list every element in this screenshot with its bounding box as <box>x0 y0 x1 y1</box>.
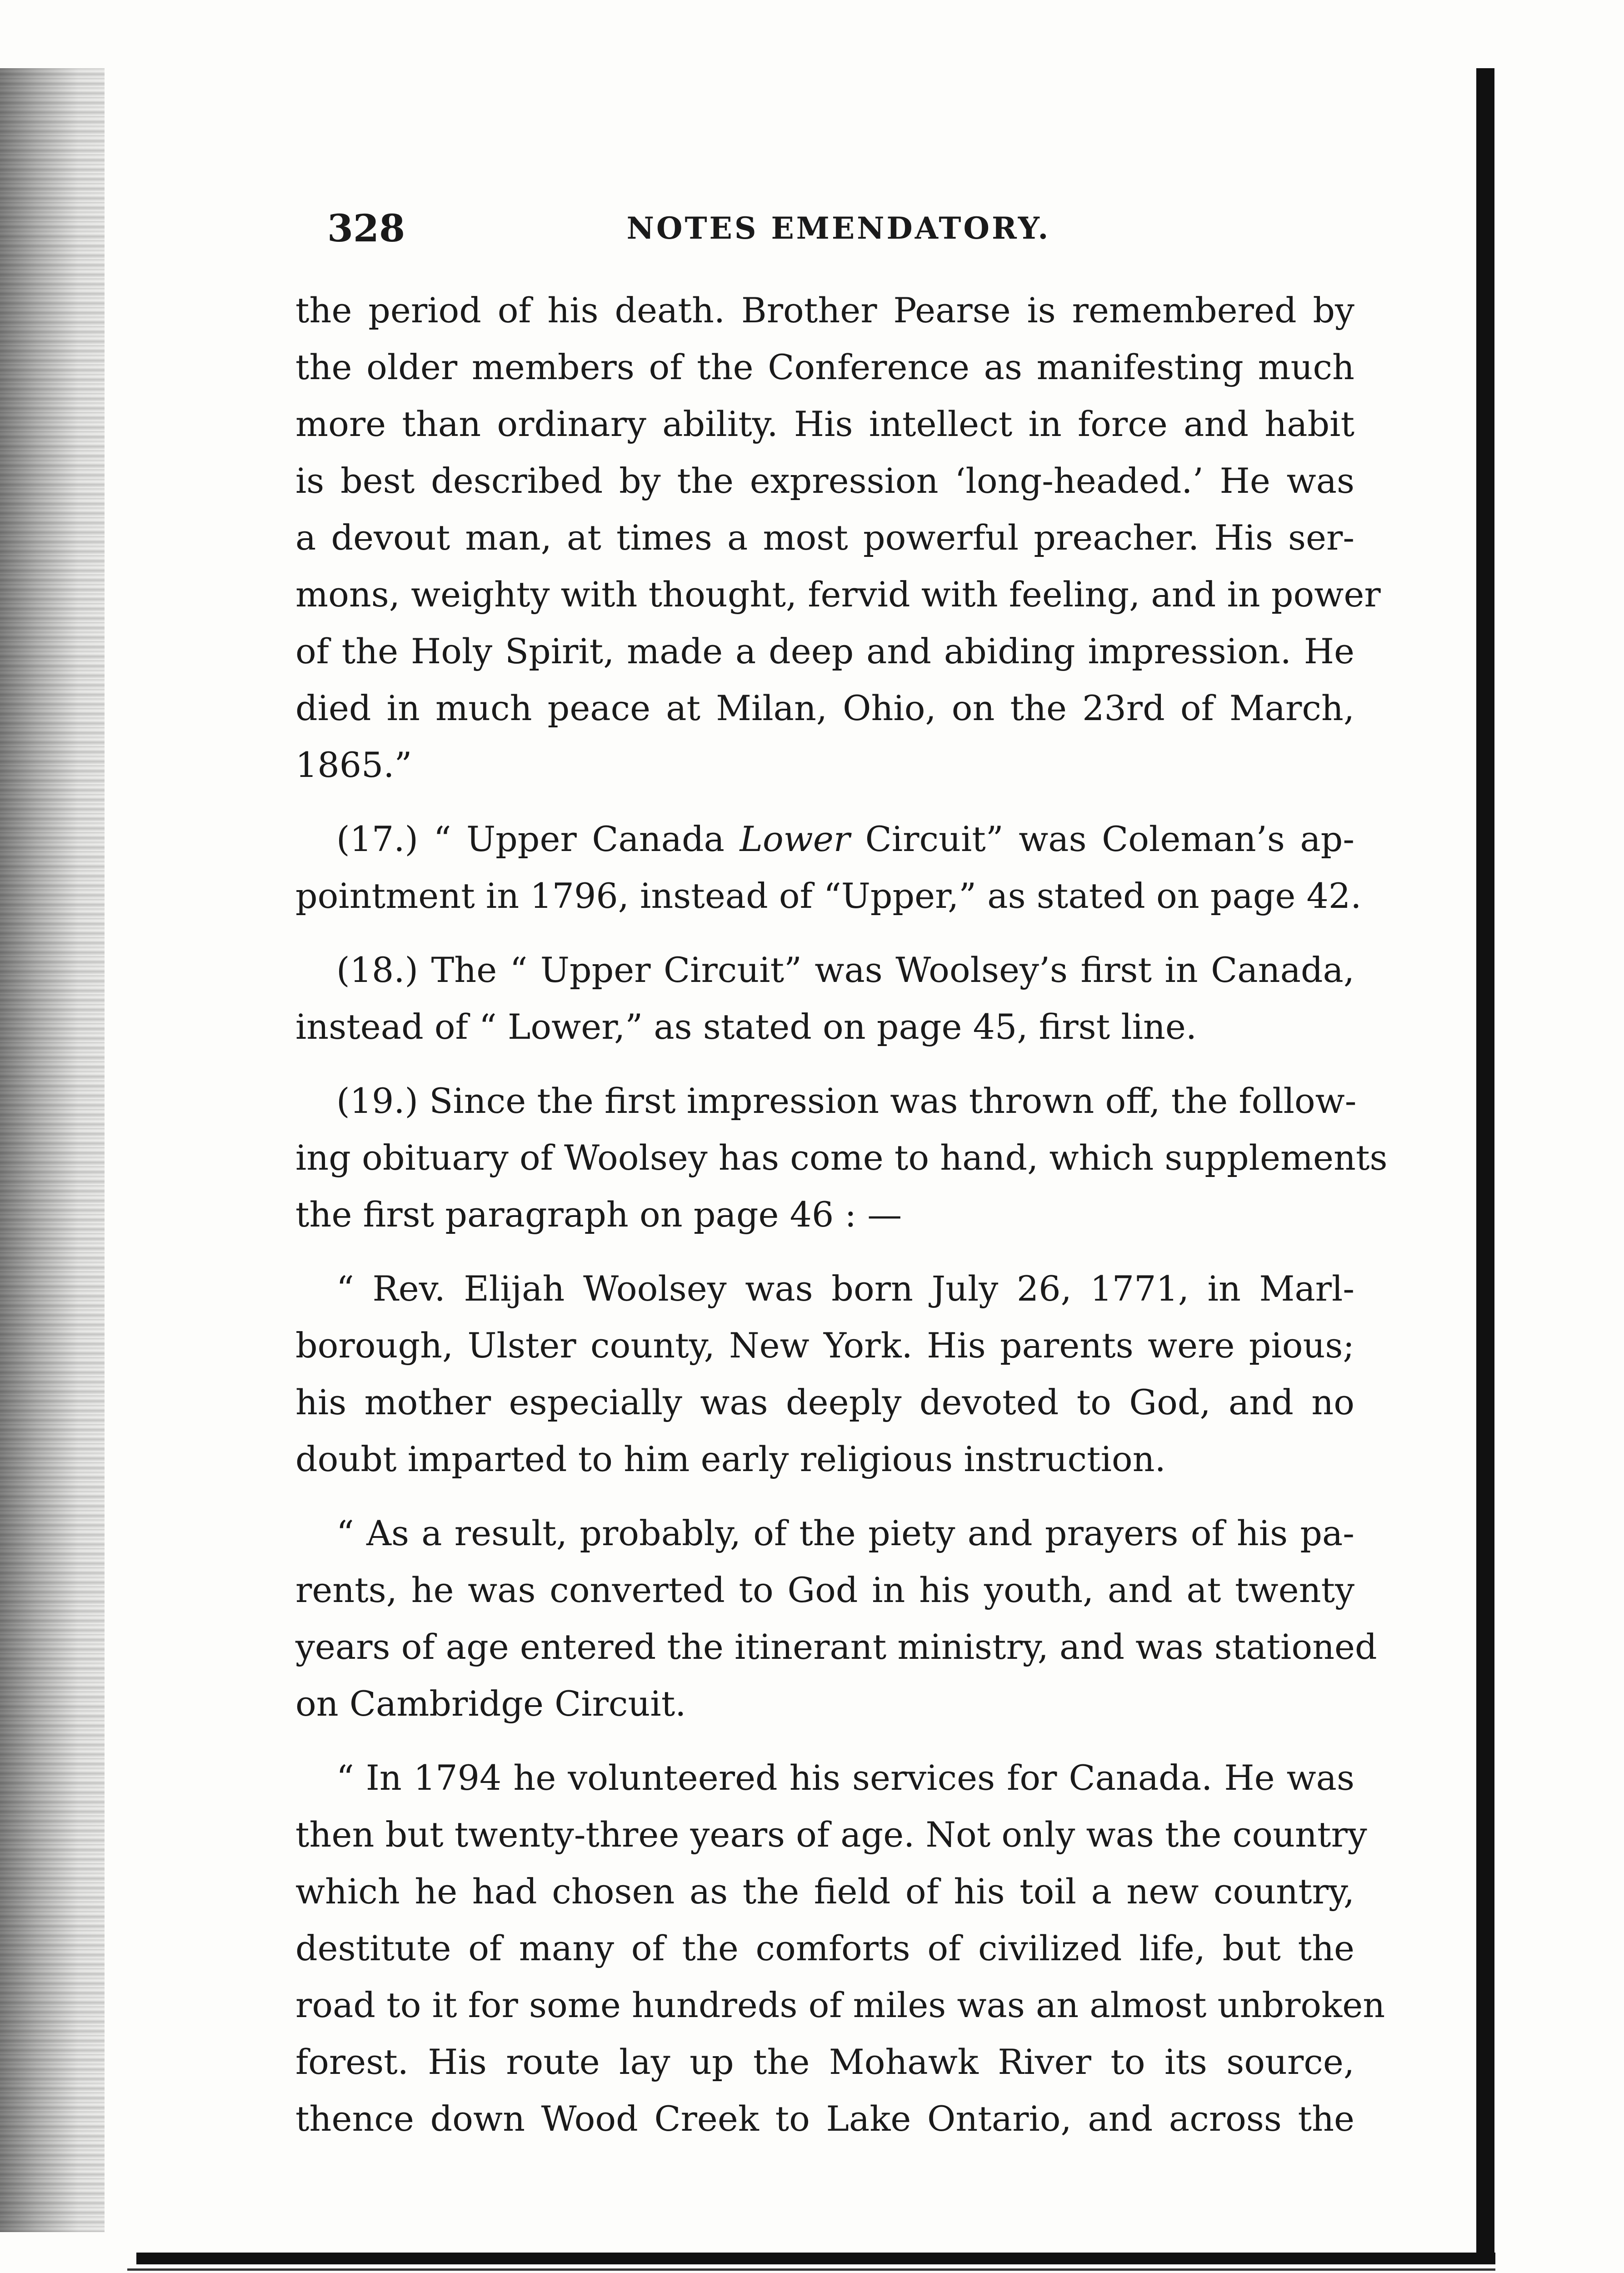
bottom-edge-rule-thin <box>127 2268 1495 2271</box>
note-17 <box>295 811 1362 924</box>
text-line: the first paragraph on page 46 : — <box>295 1194 902 1235</box>
text-line: destitute of many of the comforts of civilized life, but the <box>295 1928 1354 1968</box>
page-number: 328 <box>327 207 405 250</box>
text-line: of the Holy Spirit, made a deep and abiding impression. He <box>295 631 1354 671</box>
obituary-paragraph <box>295 1749 1385 2147</box>
text-line: which he had chosen as the field of his toil a new country, <box>295 1871 1354 1912</box>
text-line: his mother especially was deeply devoted to God, and no <box>295 1382 1354 1422</box>
text-line: ing obituary of Woolsey has come to hand, which supplements <box>295 1137 1388 1178</box>
running-head: NOTES EMENDATORY. <box>626 210 1051 246</box>
text-line: the older members of the Conference as manifesting much <box>295 347 1354 387</box>
binding-shadow <box>0 68 105 2232</box>
obituary-paragraph <box>295 1505 1377 1732</box>
text-line: (17.) “ Upper Canada Lower Circuit” was Coleman’s ap- <box>336 819 1354 859</box>
text-line: road to it for some hundreds of miles was an almost unbroken <box>295 1985 1385 2025</box>
body-text <box>295 282 1388 2147</box>
note-19 <box>295 1072 1388 1243</box>
text-line: instead of “ Lower,” as stated on page 45, first line. <box>295 1006 1197 1047</box>
note-18 <box>295 941 1354 1055</box>
text-line: rents, he was converted to God in his youth, and at twenty <box>295 1570 1354 1610</box>
obituary-paragraph <box>295 1260 1354 1487</box>
text-line: is best described by the expression ‘long-headed.’ He was <box>295 461 1354 501</box>
text-line: 1865.” <box>295 745 412 785</box>
text-line: years of age entered the itinerant ministry, and was stationed <box>295 1627 1377 1667</box>
text-line: “ Rev. Elijah Woolsey was born July 26, 1771, in Marl- <box>336 1268 1354 1309</box>
page-header <box>327 207 1350 257</box>
text-line: pointment in 1796, instead of “Upper,” as stated on page 42. <box>295 876 1362 916</box>
text-line: doubt imparted to him early religious instruction. <box>295 1439 1166 1479</box>
text-line: mons, weighty with thought, fervid with feeling, and in power <box>295 574 1381 615</box>
page-edge-rule <box>1476 68 1494 2264</box>
paragraph <box>295 282 1381 793</box>
text-line: died in much peace at Milan, Ohio, on the 23rd of March, <box>295 688 1354 728</box>
text-line: on Cambridge Circuit. <box>295 1683 686 1724</box>
text-line: (19.) Since the first impression was thrown off, the follow- <box>336 1081 1357 1121</box>
text-line: “ As a result, probably, of the piety and prayers of his pa- <box>336 1513 1354 1553</box>
text-line: the period of his death. Brother Pearse is remembered by <box>295 290 1354 330</box>
text-line: borough, Ulster county, New York. His parents were pious; <box>295 1325 1354 1366</box>
text-line: a devout man, at times a most powerful preacher. His ser- <box>295 517 1354 558</box>
italic-emphasis: Lower <box>740 819 850 859</box>
text-line: then but twenty-three years of age. Not only was the country <box>295 1814 1367 1855</box>
text-line: thence down Wood Creek to Lake Ontario, and across the <box>295 2098 1354 2139</box>
text-line: more than ordinary ability. His intellect in force and habit <box>295 404 1354 444</box>
text-line: (18.) The “ Upper Circuit” was Woolsey’s first in Canada, <box>336 950 1354 990</box>
bottom-edge-rule <box>136 2253 1495 2264</box>
text-line: “ In 1794 he volunteered his services for Canada. He was <box>336 1757 1354 1798</box>
text-line: forest. His route lay up the Mohawk River to its source, <box>295 2042 1354 2082</box>
